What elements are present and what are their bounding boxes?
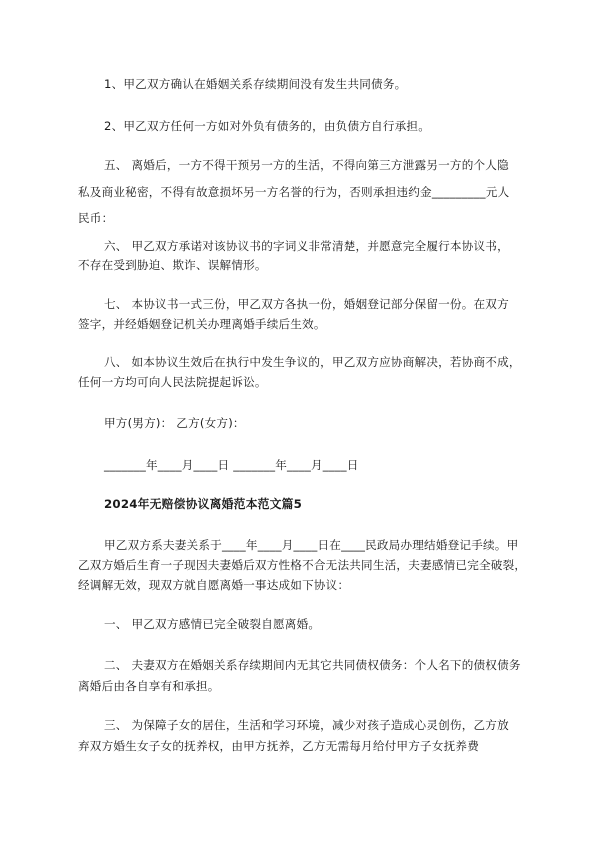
agreement-clause-1: 一、 甲乙双方感情已完全破裂自愿离婚。 xyxy=(104,617,321,631)
intro-line-2: 乙双方婚后生育一子现因夫妻婚后双方性格不合无法共同生活，夫妻感情已完全破裂， xyxy=(78,558,527,572)
clause-5-line-3: 民币： xyxy=(78,211,114,225)
date-line: _______年____月____日 _______年____月____日 xyxy=(104,458,359,472)
agreement-clause-3-line-2: 弃双方婚生女子女的抚养权，由甲方抚养，乙方无需每月给付甲方子女抚养费 xyxy=(78,739,479,753)
agreement-clause-3-line-1: 三、 为保障子女的居住，生活和学习环境，减少对孩子造成心灵创伤，乙方放 xyxy=(104,718,509,732)
agreement-clause-2-line-2: 离婚后由各自享有和承担。 xyxy=(78,679,220,693)
clause-7-line-2: 签字，并经婚姻登记机关办理离婚手续后生效。 xyxy=(78,317,326,331)
clause-5-line-2: 私及商业秘密，不得有故意损坏另一方名誉的行为，否则承担违约金_________元人 xyxy=(78,185,510,199)
intro-line-1: 甲乙双方系夫妻关系于____年____月____日在____民政局办理结婚登记手续。甲 xyxy=(104,538,519,552)
clause-5-line-1: 五、 离婚后，一方不得干预另一方的生活，不得向第三方泄露另一方的个人隐 xyxy=(104,158,509,172)
clause-7-line-1: 七、 本协议书一式三份，甲乙双方各执一份，婚姻登记部分保留一份。在双方 xyxy=(104,297,509,311)
intro-line-3: 经调解无效，现双方就自愿离婚一事达成如下协议： xyxy=(78,578,350,592)
signature-line: 甲方(男方)： 乙方(女方)： xyxy=(104,416,245,430)
clause-6-line-2: 不存在受到胁迫、欺诈、误解情形。 xyxy=(78,258,267,272)
clause-8-line-2: 任何一方均可向人民法院提起诉讼。 xyxy=(78,375,267,389)
clause-6-line-1: 六、 甲乙双方承诺对该协议书的字词义非常清楚，并愿意完全履行本协议书， xyxy=(104,239,509,253)
section-heading: 2024年无赔偿协议离婚范本范文篇5 xyxy=(104,497,303,511)
agreement-clause-2-line-1: 二、 夫妻双方在婚姻关系存续期间内无其它共同债权债务：个人名下的债权债务 xyxy=(104,658,521,672)
paragraph-debt-1: 1、甲乙双方确认在婚姻关系存续期间没有发生共同债务。 xyxy=(104,77,407,91)
clause-8-line-1: 八、 如本协议生效后在执行中发生争议的，甲乙双方应协商解决，若协商不成， xyxy=(104,355,521,369)
paragraph-debt-2: 2、甲乙双方任何一方如对外负有债务的，由负债方自行承担。 xyxy=(104,119,431,133)
